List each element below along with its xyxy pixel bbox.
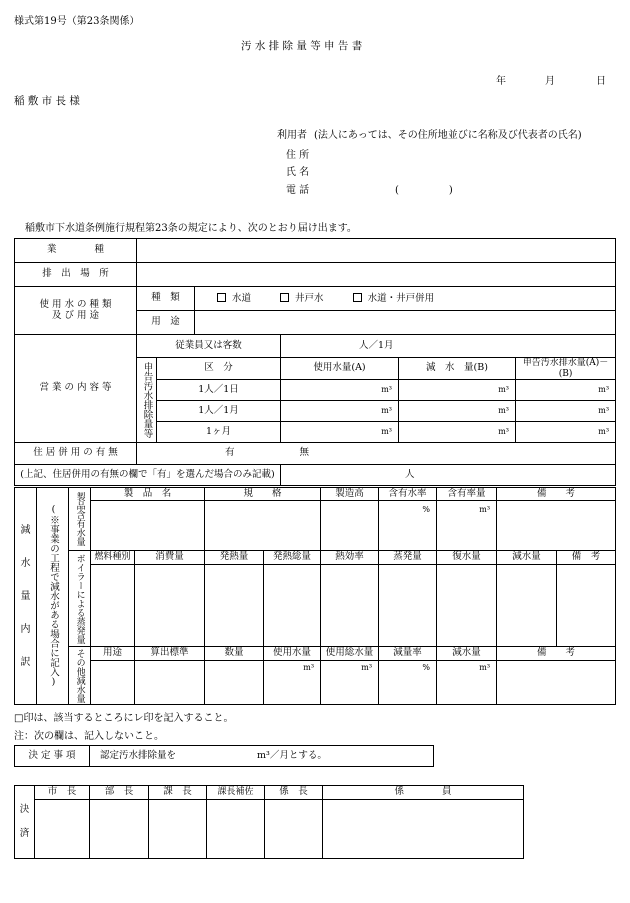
residence-note: (上記、住居併用の有無の欄で「有」を選んだ場合のみ記載) xyxy=(15,465,281,486)
applicant-phone-paren: ( ) xyxy=(395,185,453,196)
col-quantity: 数量 xyxy=(205,647,264,661)
note-do-not-fill: 注：次の欄は、記入しないこと。 xyxy=(14,731,164,742)
other-reduction-field[interactable]: m³ xyxy=(437,661,497,705)
cell-reduction[interactable]: m³ xyxy=(399,380,516,401)
cell-declared[interactable]: m³ xyxy=(516,401,616,422)
applicant-address: 住 所 xyxy=(286,150,310,161)
col-other-reduction: 減水量 xyxy=(437,647,497,661)
section-chief-stamp-field[interactable] xyxy=(149,800,207,859)
checkbox-icon xyxy=(353,293,362,302)
cell-water-used[interactable]: m³ xyxy=(281,380,399,401)
col-production: 製造高 xyxy=(321,488,379,501)
col-remarks: 備 考 xyxy=(497,488,616,501)
quantity-field[interactable] xyxy=(205,661,264,705)
approval-table xyxy=(14,785,524,859)
approval-label-char: 済 xyxy=(19,828,30,839)
addressee: 稲 敷 市 長 様 xyxy=(14,95,80,107)
cell-water-used[interactable]: m³ xyxy=(281,401,399,422)
applicant-name: 氏 名 xyxy=(286,167,310,178)
reduction-label xyxy=(15,488,37,705)
other-water-used-field[interactable]: m³ xyxy=(264,661,321,705)
col-staff: 係 員 xyxy=(323,786,524,800)
col-spec: 規 格 xyxy=(205,488,321,501)
condensate-field[interactable] xyxy=(437,565,497,647)
kind-option-tap-label: 水道 xyxy=(232,292,252,304)
residence-options xyxy=(137,443,616,465)
reduction-table xyxy=(14,487,616,705)
total-heat-field[interactable] xyxy=(264,565,321,647)
cell-water-used[interactable]: m³ xyxy=(281,422,399,443)
water-type-label-line1: 使 用 水 の 種 類 xyxy=(39,298,112,310)
col-boiler-remarks: 備 考 xyxy=(557,551,616,565)
director-stamp-field[interactable] xyxy=(90,800,149,859)
fuel-type-field[interactable] xyxy=(91,565,135,647)
applicant-phone: 電 話 xyxy=(286,185,310,196)
consumption-field[interactable] xyxy=(135,565,205,647)
reduction-note-text: (※事業の工程で減水がある場合に記入) xyxy=(47,504,59,688)
row-per-person-month: 1人／1月 xyxy=(157,401,281,422)
col-consumption: 消費量 xyxy=(135,551,205,565)
reduction-rate-field[interactable]: % xyxy=(379,661,437,705)
heat-value-field[interactable] xyxy=(205,565,264,647)
reduction-note xyxy=(37,488,69,705)
col-heat-value: 発熱量 xyxy=(205,551,264,565)
kind-option-well[interactable] xyxy=(280,293,324,304)
col-evaporation: 蒸発量 xyxy=(379,551,437,565)
kind-option-both-label: 水道・井戸併用 xyxy=(367,292,435,304)
calc-standard-field[interactable] xyxy=(135,661,205,705)
kind-label: 種 類 xyxy=(137,287,195,311)
water-type-label xyxy=(15,287,137,335)
other-vertical xyxy=(69,647,91,705)
product-name-field[interactable] xyxy=(91,501,205,551)
date-month: 月 xyxy=(545,76,555,87)
employees-label: 従業員又は客数 xyxy=(137,335,281,358)
checkbox-icon xyxy=(217,293,226,302)
date-day: 日 xyxy=(596,76,606,87)
col-mayor: 市 長 xyxy=(35,786,90,800)
residence-no[interactable]: 無 xyxy=(299,447,310,459)
row-per-month: 1ヶ月 xyxy=(157,422,281,443)
boiler-vertical xyxy=(69,551,91,647)
col-reduction-rate: 減量率 xyxy=(379,647,437,661)
approval-label-char: 決 xyxy=(19,804,30,815)
col-total-water-used: 使用総水量 xyxy=(321,647,379,661)
residence-label: 住 居 併 用 の 有 無 xyxy=(15,443,137,465)
decision-text: 認定汚水排除量を xyxy=(100,749,177,761)
decision-unit: m³／月とする。 xyxy=(257,749,327,761)
spec-field[interactable] xyxy=(205,501,321,551)
checkbox-icon xyxy=(280,293,289,302)
cell-reduction[interactable]: m³ xyxy=(399,401,516,422)
discharge-place-label: 排 出 場 所 xyxy=(15,263,137,287)
col-purpose: 用途 xyxy=(91,647,135,661)
reduction-label-char: 量 xyxy=(20,590,31,602)
col-reduction: 減 水 量(B) xyxy=(399,358,516,380)
declared-vertical-text: 申告汚水排除量等 xyxy=(141,362,153,438)
kind-option-both[interactable] xyxy=(353,293,435,304)
water-ratio-field[interactable]: % xyxy=(379,501,437,551)
boiler-reduction-field[interactable] xyxy=(497,565,557,647)
col-director: 部 長 xyxy=(90,786,149,800)
use-field[interactable] xyxy=(195,311,616,335)
residence-yes[interactable]: 有 xyxy=(225,447,235,459)
col-fuel-type: 燃料種別 xyxy=(91,551,135,565)
business-type-label: 業 種 xyxy=(15,239,137,263)
cell-declared[interactable]: m³ xyxy=(516,422,616,443)
reduction-label-char: 内 xyxy=(20,623,31,635)
date-year: 年 xyxy=(496,76,506,87)
form-title: 汚 水 排 除 量 等 申 告 書 xyxy=(241,40,363,52)
declared-vertical-label xyxy=(137,358,157,443)
intro-text: 稲敷市下水道条例施行規程第23条の規定により、次のとおり届け出ます。 xyxy=(25,223,357,234)
employees-field[interactable] xyxy=(281,335,616,358)
decision-label: 決 定 事 項 xyxy=(15,746,90,767)
discharge-place-field[interactable] xyxy=(137,263,616,287)
col-declared: 申告汚水排水量(A)－(B) xyxy=(516,358,616,380)
use-label: 用 途 xyxy=(137,311,195,335)
kind-option-well-label: 井戸水 xyxy=(295,292,324,304)
total-water-used-field[interactable]: m³ xyxy=(321,661,379,705)
assistant-chief-stamp-field[interactable] xyxy=(207,800,265,859)
col-other-remarks: 備 考 xyxy=(497,647,616,661)
residence-unit: 人 xyxy=(405,468,415,480)
col-total-heat: 発熱総量 xyxy=(264,551,321,565)
mayor-stamp-field[interactable] xyxy=(35,800,90,859)
business-type-field[interactable] xyxy=(137,239,616,263)
business-content-label: 営 業 の 内 容 等 xyxy=(15,335,137,443)
col-other-water-used: 使用水量 xyxy=(264,647,321,661)
boiler-vertical-text: ボイラーによる蒸発量 xyxy=(74,553,85,644)
staff-stamp-field[interactable] xyxy=(323,800,524,859)
product-vertical xyxy=(69,488,91,551)
reduction-label-char: 訳 xyxy=(20,656,31,668)
content-amount-field[interactable]: m³ xyxy=(437,501,497,551)
row-per-person-day: 1人／1日 xyxy=(157,380,281,401)
other-remarks-field[interactable] xyxy=(497,661,616,705)
col-product-name: 製 品 名 xyxy=(91,488,205,501)
cell-declared[interactable]: m³ xyxy=(516,380,616,401)
col-section-chief: 課 長 xyxy=(149,786,207,800)
col-unit-chief: 係 長 xyxy=(265,786,323,800)
other-vertical-text: その他減水量 xyxy=(74,648,85,703)
col-assistant-chief: 課長補佐 xyxy=(207,786,265,800)
col-boiler-reduction: 減水量 xyxy=(497,551,557,565)
reduction-label-char: 水 xyxy=(20,557,31,569)
reduction-label-char: 減 xyxy=(20,524,31,536)
col-content-amount: 含有率量 xyxy=(437,488,497,501)
applicant-label: 利用者 xyxy=(277,130,307,141)
water-type-label-line2: 及 び 用 途 xyxy=(51,309,100,321)
decision-content xyxy=(90,746,434,767)
employees-unit: 人／1月 xyxy=(359,339,394,351)
product-vertical-text: 製品含有水量 xyxy=(74,492,85,546)
col-category: 区 分 xyxy=(157,358,281,380)
kind-options xyxy=(195,287,616,311)
evaporation-field[interactable] xyxy=(379,565,437,647)
main-table xyxy=(14,238,616,486)
purpose-field[interactable] xyxy=(91,661,135,705)
col-water-used: 使用水量(A) xyxy=(281,358,399,380)
kind-option-tap[interactable] xyxy=(217,293,251,304)
form-number: 様式第19号（第23条関係） xyxy=(14,16,140,27)
boiler-remarks-field[interactable] xyxy=(557,565,616,647)
production-field[interactable] xyxy=(321,501,379,551)
residence-count-field[interactable] xyxy=(281,465,616,486)
applicant-note: (法人にあっては、その住所地並びに名称及び代表者の氏名) xyxy=(314,130,582,141)
approval-label xyxy=(15,786,35,859)
col-efficiency: 熱効率 xyxy=(321,551,379,565)
col-water-ratio: 含有水率 xyxy=(379,488,437,501)
col-condensate: 復水量 xyxy=(437,551,497,565)
product-remarks-field[interactable] xyxy=(497,501,616,551)
decision-table xyxy=(14,745,434,767)
col-calc-standard: 算出標準 xyxy=(135,647,205,661)
efficiency-field[interactable] xyxy=(321,565,379,647)
cell-reduction[interactable]: m³ xyxy=(399,422,516,443)
unit-chief-stamp-field[interactable] xyxy=(265,800,323,859)
note-checkbox: □印は、該当するところにレ印を記入すること。 xyxy=(14,713,234,724)
